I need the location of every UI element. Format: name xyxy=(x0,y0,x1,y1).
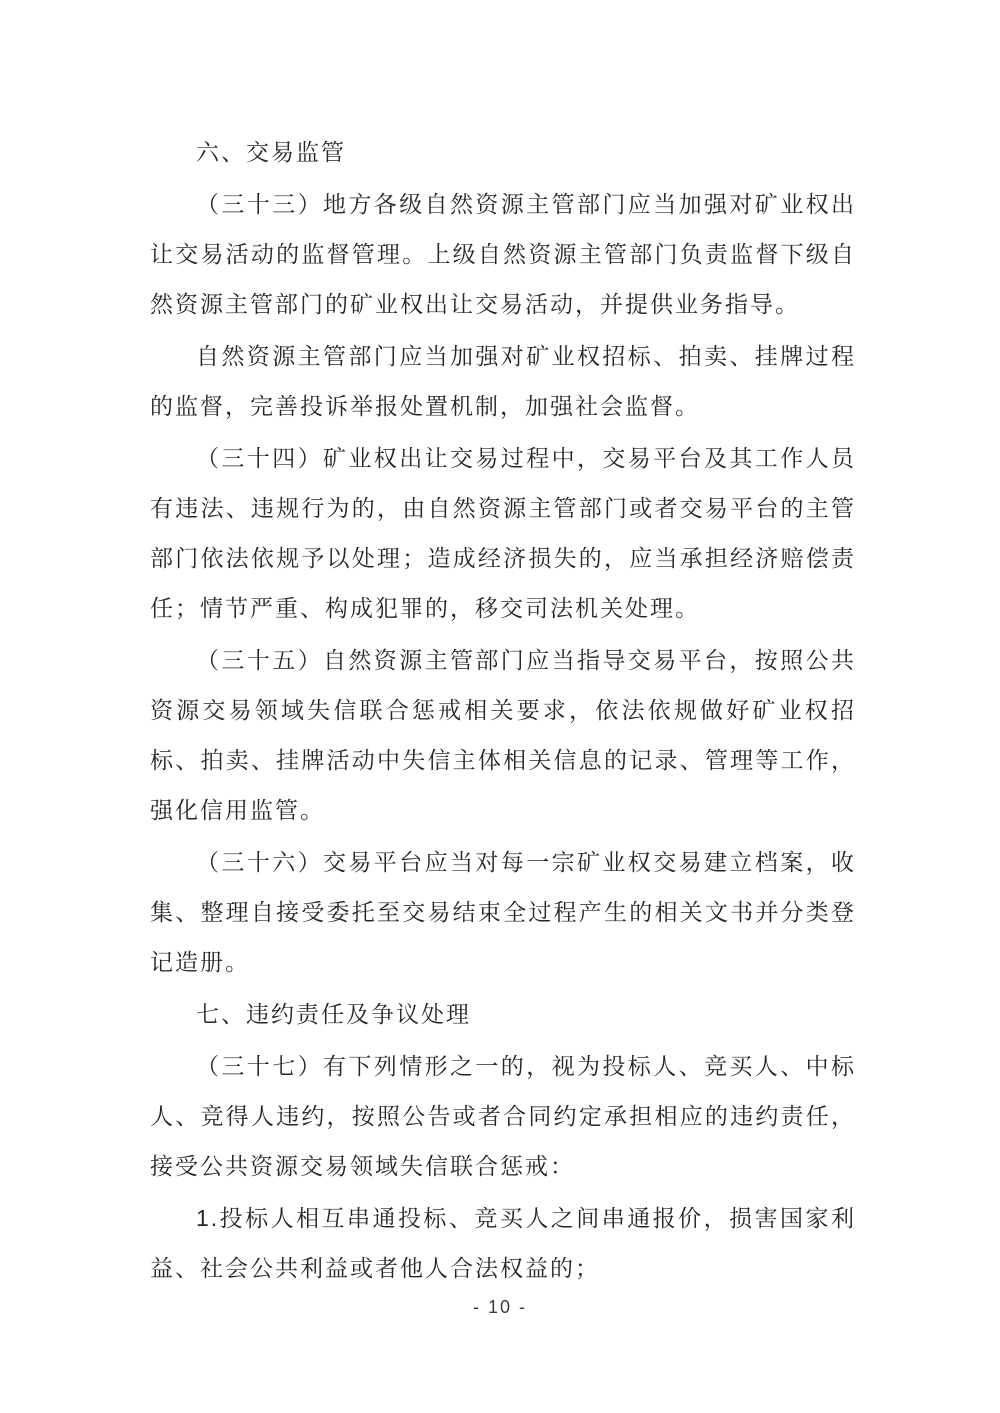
clause-34-paragraph: （三十四）矿业权出让交易过程中，交易平台及其工作人员有违法、违规行为的，由自然资源主管部门或者交易平台的主管部门依法依规予以处理；造成经济损失的，应当承担经济赔偿责任；情节严重、构成犯罪的，移交司法机关处理。 xyxy=(150,445,856,621)
clause-33-paragraph: （三十三）地方各级自然资源主管部门应当加强对矿业权出让交易活动的监督管理。上级自然资源主管部门负责监督下级自然资源主管部门的矿业权出让交易活动，并提供业务指导。 xyxy=(150,191,856,317)
clause-36-paragraph: （三十六）交易平台应当对每一宗矿业权交易建立档案，收集、整理自接受委托至交易结束全过程产生的相关文书并分类登记造册。 xyxy=(150,849,856,975)
document-text-block xyxy=(150,127,856,1295)
section-six-heading: 六、交易监管 xyxy=(196,139,346,165)
section-seven-heading: 七、违约责任及争议处理 xyxy=(196,1001,471,1027)
clause-35-paragraph: （三十五）自然资源主管部门应当指导交易平台，按照公共资源交易领域失信联合惩戒相关要求，依法依规做好矿业权招标、拍卖、挂牌活动中失信主体相关信息的记录、管理等工作，强化信用监管。 xyxy=(150,647,856,823)
supervision-paragraph: 自然资源主管部门应当加强对矿业权招标、拍卖、挂牌过程的监督，完善投诉举报处置机制，加强社会监督。 xyxy=(150,343,856,419)
clause-37-paragraph: （三十七）有下列情形之一的，视为投标人、竞买人、中标人、竞得人违约，按照公告或者合同约定承担相应的违约责任，接受公共资源交易领域失信联合惩戒： xyxy=(150,1053,856,1179)
item-1-paragraph: 1.投标人相互串通投标、竞买人之间串通报价，损害国家利益、社会公共利益或者他人合法权益的； xyxy=(150,1205,856,1281)
page-number: - 10 - xyxy=(472,1297,527,1317)
